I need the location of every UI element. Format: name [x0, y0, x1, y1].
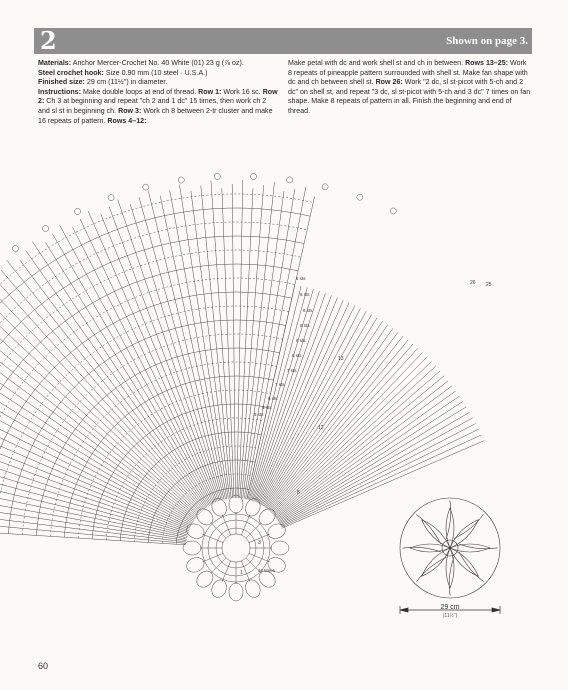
row-marker: 3 [258, 540, 261, 546]
stitch-count-label: 6 sts [296, 338, 306, 343]
repeat-count-label: 16 times [258, 568, 276, 573]
hook-text: Size 0.90 mm (10 steel · U.S.A.) [105, 68, 208, 77]
row1-text: Work 16 sc. [223, 87, 261, 96]
row2-label: Row 2: [38, 87, 278, 106]
finished-doily-thumbnail [400, 498, 500, 598]
rows4-label: Rows 4–12: [107, 116, 147, 125]
row3-label: Row 3: [118, 106, 142, 115]
stitch-count-label: 6 sts [300, 323, 310, 328]
instructions-label: Instructions: [38, 87, 81, 96]
stitch-count-label: 6 sts [303, 308, 313, 313]
materials-label: Materials: [38, 59, 72, 67]
row26-text: Work "2 dc, sl st-picot with 5-ch and 2 dc" on shell st, and repeat "3 dc, sl st-picot with 5-ch and 3 dc" 7 times on fan shape. Make 8 repeats of pattern in all. Finish the beginning and end of thread. [288, 78, 531, 115]
row1-label: Row 1: [198, 87, 222, 96]
instructions-text: Make double loops at end of thread. [82, 87, 197, 96]
row-marker: 1 [240, 570, 243, 576]
pattern-number: 2 [40, 26, 57, 55]
row2-text: Ch 3 at beginning and repeat "ch 2 and 1 dc" 15 times, then work ch 2 and sl st in beginning ch. [38, 97, 267, 115]
finished-size-label: Finished size: [38, 78, 85, 87]
materials-text: Anchor Mercer-Crochet No. 40 White (01) 23 g (⅞ oz). [72, 59, 244, 67]
chart-stitch-lines [0, 173, 484, 601]
stitch-count-label: 6 sts [292, 353, 302, 358]
stitch-count-label: 6 sts [268, 396, 278, 401]
stitch-count-label: 6 sts [262, 405, 272, 410]
shown-on-page-label: Shown on page 3. [446, 35, 528, 47]
rows13-label: Rows 13–25: [465, 59, 509, 67]
page-number: 60 [38, 661, 49, 671]
stitch-count-label: 5 sts [254, 412, 264, 417]
stitch-count-label: 7 sts [275, 382, 285, 387]
rows13-text: Work 8 repeats of pineapple pattern surrounded with shell st. Make fan shape with dc and ch between shell st. [288, 59, 528, 87]
row-marker: 25 [486, 282, 492, 288]
hook-label: Steel crochet hook: [38, 68, 104, 77]
row-marker: 5 [297, 490, 300, 496]
stitch-count-label: 6 sts [300, 292, 310, 297]
row26-label: Row 26: [375, 78, 403, 87]
row-marker: 13 [338, 356, 344, 362]
stitch-count-label: 7 sts [287, 368, 297, 373]
row-marker: 26 [470, 280, 476, 286]
diameter-label: 29 cm [440, 604, 460, 611]
row3-text: Work ch 8 between 2-tr cluster and make 16 repeats of pattern. [38, 106, 273, 125]
finished-size-text: 29 cm (11½") in diameter. [86, 78, 168, 87]
stitch-count-label: 6 sts [296, 276, 306, 281]
row-marker: 12 [318, 425, 324, 431]
rows4-text: Make petal with dc and work shell st and ch in between. [288, 59, 464, 67]
diameter-sub-label: (11½") [442, 613, 458, 619]
